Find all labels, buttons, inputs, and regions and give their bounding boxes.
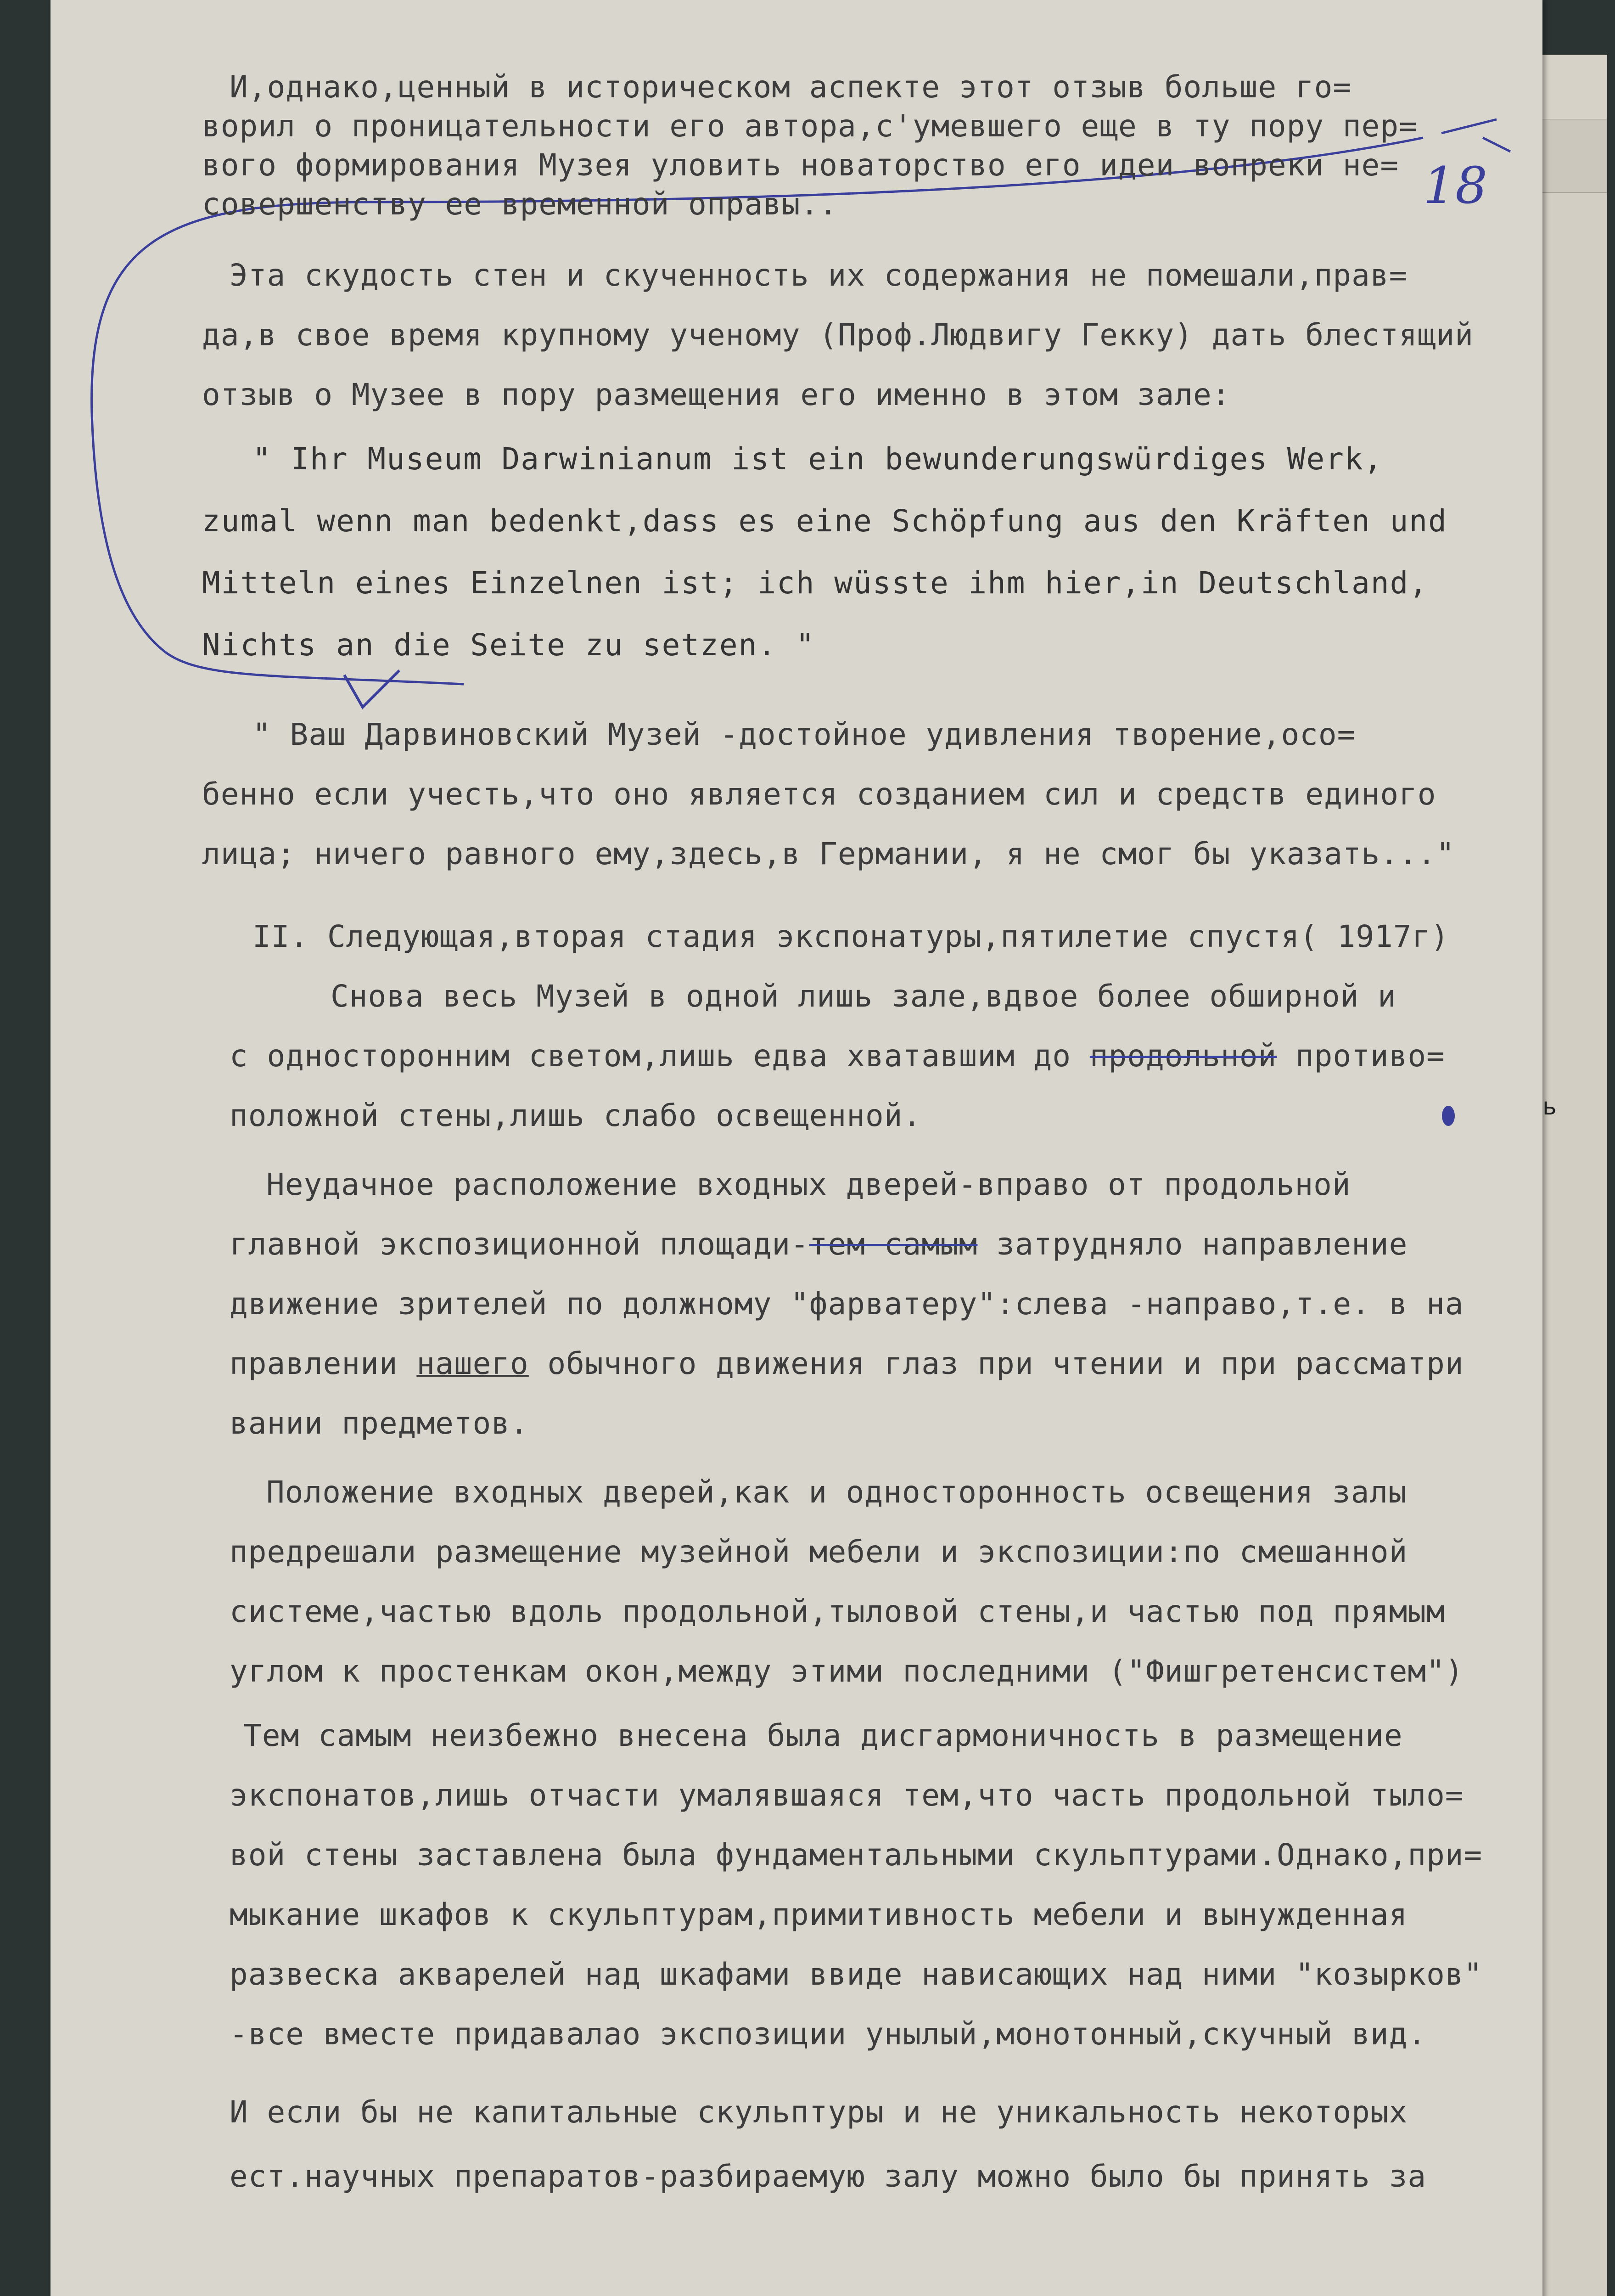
text-line: правлении нашего обычного движения глаз при чтении и при рассматри bbox=[230, 1346, 1464, 1381]
text-line: развеска акварелей над шкафами ввиде нависающих над ними "козырков" bbox=[230, 1957, 1483, 1992]
text-line: ест.научных препаратов-разбираемую залу можно было бы принять за bbox=[230, 2159, 1427, 2194]
text-line: Эта скудость стен и скученность их содержания не помешали,прав= bbox=[230, 258, 1408, 293]
underlying-sheet-text: ь bbox=[1542, 1093, 1557, 1120]
text-line: " Ваш Дарвиновский Музей -достойное удивления творение,осо= bbox=[252, 717, 1356, 752]
text-line: ворил о проницательности его автора,с'умевшего еще в ту пору пер= bbox=[202, 108, 1418, 144]
text-line: бенно если учесть,что оно является созданием сил и средств единого bbox=[202, 777, 1436, 812]
text-line: экспонатов,лишь отчасти умалявшаяся тем,что часть продольной тыло= bbox=[230, 1778, 1464, 1813]
struck-word: тем самым bbox=[809, 1227, 978, 1262]
typed-page bbox=[50, 0, 1542, 2296]
text-line: Снова весь Музей в одной лишь зале,вдвое более обширной и bbox=[331, 979, 1396, 1014]
text-line: положной стены,лишь слабо освещенной. bbox=[230, 1098, 922, 1133]
text-line: вого формирования Музея уловить новаторство его идеи вопреки не= bbox=[202, 147, 1399, 183]
text-line-german: zumal wenn man bedenkt,dass es eine Schöpfung aus den Kräften und bbox=[202, 503, 1447, 539]
text-line: -все вместе придавалао экспозиции унылый,монотонный,скучный вид. bbox=[230, 2016, 1427, 2052]
text-line: мыкание шкафов к скульптурам,примитивность мебели и вынужденная bbox=[230, 1897, 1408, 1932]
text-line: вании предметов. bbox=[230, 1406, 529, 1441]
text-line: отзыв о Музее в пору размещения его именно в этом зале: bbox=[202, 377, 1231, 412]
struck-word: продольной bbox=[1089, 1038, 1277, 1074]
text-line-german: " Ihr Museum Darwinianum ist ein bewunderungswürdiges Werk, bbox=[252, 441, 1383, 477]
text-line: вой стены заставлена была фундаментальными скульптурами.Однако,при= bbox=[230, 1837, 1483, 1873]
text-line-german: Nichts an die Seite zu setzen. " bbox=[202, 627, 815, 663]
text-line-german: Mitteln eines Einzelnen ist; ich wüsste ihm hier,in Deutschland, bbox=[202, 565, 1429, 601]
text-line: предрешали размещение музейной мебели и экспозиции:по смешанной bbox=[230, 1534, 1408, 1570]
margin-note: 18 bbox=[1423, 156, 1487, 215]
text-line: И если бы не капитальные скульптуры и не уникальность некоторых bbox=[230, 2094, 1408, 2130]
section-heading: II. Следующая,вторая стадия экспонатуры,пятилетие спустя( 1917г) bbox=[252, 919, 1450, 954]
text-line: И,однако,ценный в историческом аспекте этот отзыв больше го= bbox=[230, 69, 1352, 105]
text-line: совершенству ее временной оправы.. bbox=[202, 186, 838, 222]
text-line: движение зрителей по должному "фарватеру":слева -направо,т.е. в на bbox=[230, 1286, 1464, 1322]
text-line: Положение входных дверей,как и односторонность освещения залы bbox=[266, 1474, 1407, 1510]
text-line: лица; ничего равного ему,здесь,в Германии, я не смог бы указать..." bbox=[202, 836, 1455, 872]
underlined-word: нашего bbox=[416, 1346, 529, 1381]
text-line: Тем самым неизбежно внесена была дисгармоничность в размещение bbox=[243, 1718, 1403, 1753]
text-line: Неудачное расположение входных дверей-вправо от продольной bbox=[266, 1167, 1351, 1202]
text-line: с односторонним светом,лишь едва хватавшим до продольной противо= bbox=[230, 1038, 1445, 1074]
check-mark-icon bbox=[344, 670, 399, 707]
text-line: главной экспозиционной площади-тем самым затрудняло направление bbox=[230, 1227, 1408, 1262]
ink-blot-icon bbox=[1442, 1106, 1455, 1126]
text-line: системе,частью вдоль продольной,тыловой стены,и частью под прямым bbox=[230, 1594, 1445, 1629]
text-line: углом к простенкам окон,между этими последними ("Фишгретенсистем") bbox=[230, 1654, 1464, 1689]
text-line: да,в свое время крупному ученому (Проф.Людвигу Гекку) дать блестящий bbox=[202, 317, 1474, 353]
